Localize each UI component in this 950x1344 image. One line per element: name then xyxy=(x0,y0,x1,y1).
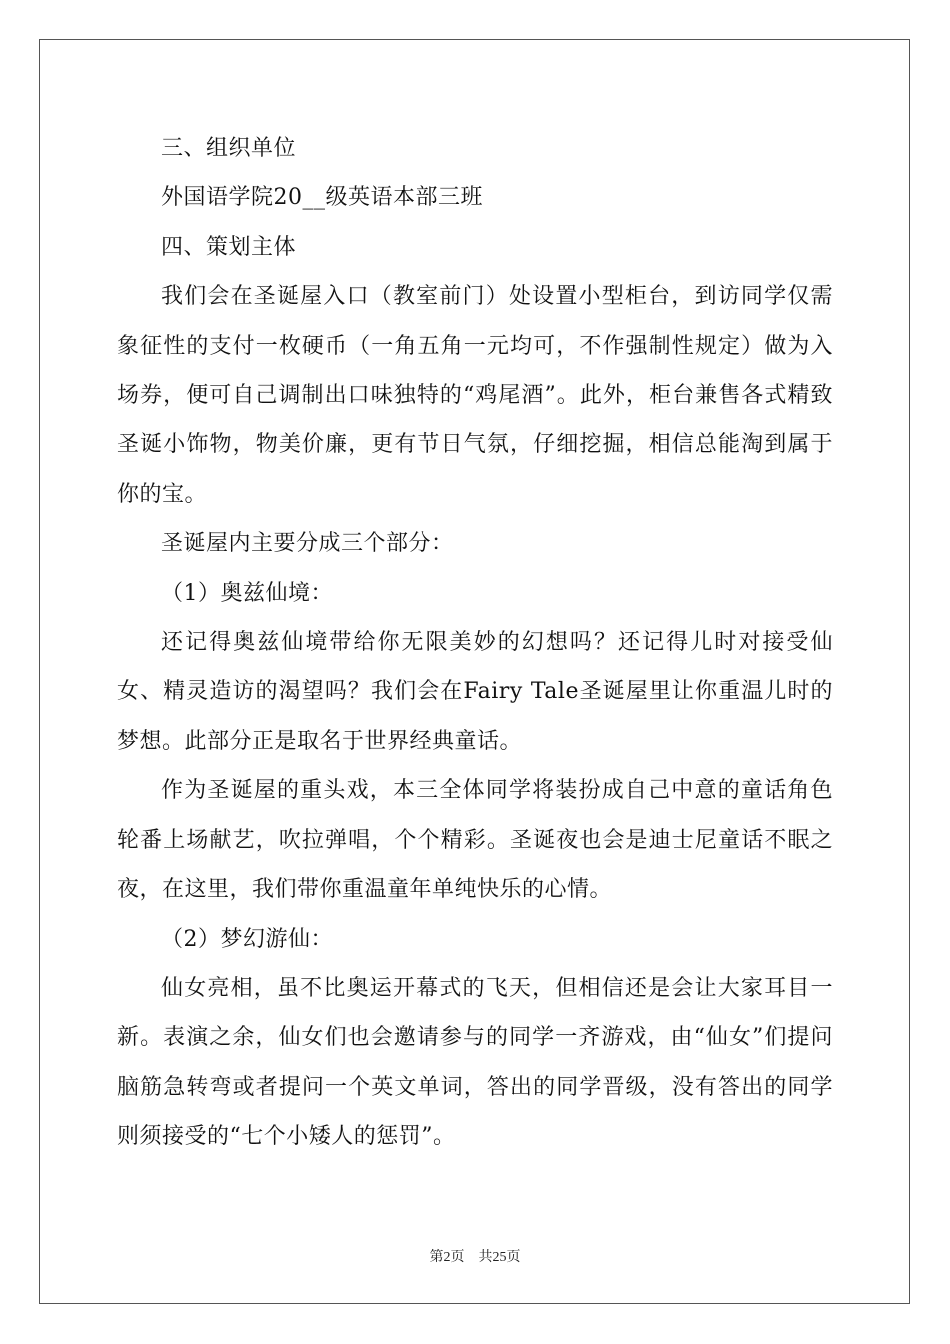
section-heading-organizer: 三、组织单位 xyxy=(161,136,297,161)
subheading-oz: （1）奥兹仙境： xyxy=(161,580,333,606)
section-heading-plan: 四、策划主体 xyxy=(161,234,297,260)
parts-intro: 圣诞屋内主要分成三个部分： xyxy=(161,531,454,557)
paragraph-fairy: 仙女亮相，虽不比奥运开幕式的飞天，但相信还是会让大家耳目一新。表演之余，仙女们也会邀请参与的同学一齐游戏，由“仙女”们提问脑筋急转弯或者提问一个英文单词，答出的同学晋级，没有答出的同学则须接受的“七个小矮人的惩罚”。 xyxy=(117,975,833,1150)
organizer-name: 外国语学院20__级英语本部三班 xyxy=(161,185,483,211)
page-number: 第2页 xyxy=(429,1250,465,1265)
paragraph-oz: 还记得奥兹仙境带给你无限美妙的幻想吗？还记得儿时对接受仙女、精灵造访的渴望吗？我们会在Fairy Tale圣诞屋里让你重温儿时的梦想。此部分正是取名于世界经典童话。 xyxy=(117,630,833,754)
document-body xyxy=(117,124,833,1162)
paragraph-entrance: 我们会在圣诞屋入口（教室前门）处设置小型柜台，到访同学仅需象征性的支付一枚硬币（一角五角一元均可，不作强制性规定）做为入场券，便可自己调制出口味独特的“鸡尾酒”。此外，柜台兼售各式精致圣诞小饰物，物美价廉，更有节日气氛，仔细挖掘，相信总能淘到属于你的宝。 xyxy=(117,284,833,507)
paragraph-performance: 作为圣诞屋的重头戏，本三全体同学将装扮成自己中意的童话角色轮番上场献艺，吹拉弹唱，个个精彩。圣诞夜也会是迪士尼童话不眠之夜，在这里，我们带你重温童年单纯快乐的心情。 xyxy=(117,778,833,903)
page-total: 共25页 xyxy=(478,1250,521,1265)
subheading-fairy: （2）梦幻游仙： xyxy=(161,926,333,952)
page-footer xyxy=(0,1246,950,1266)
